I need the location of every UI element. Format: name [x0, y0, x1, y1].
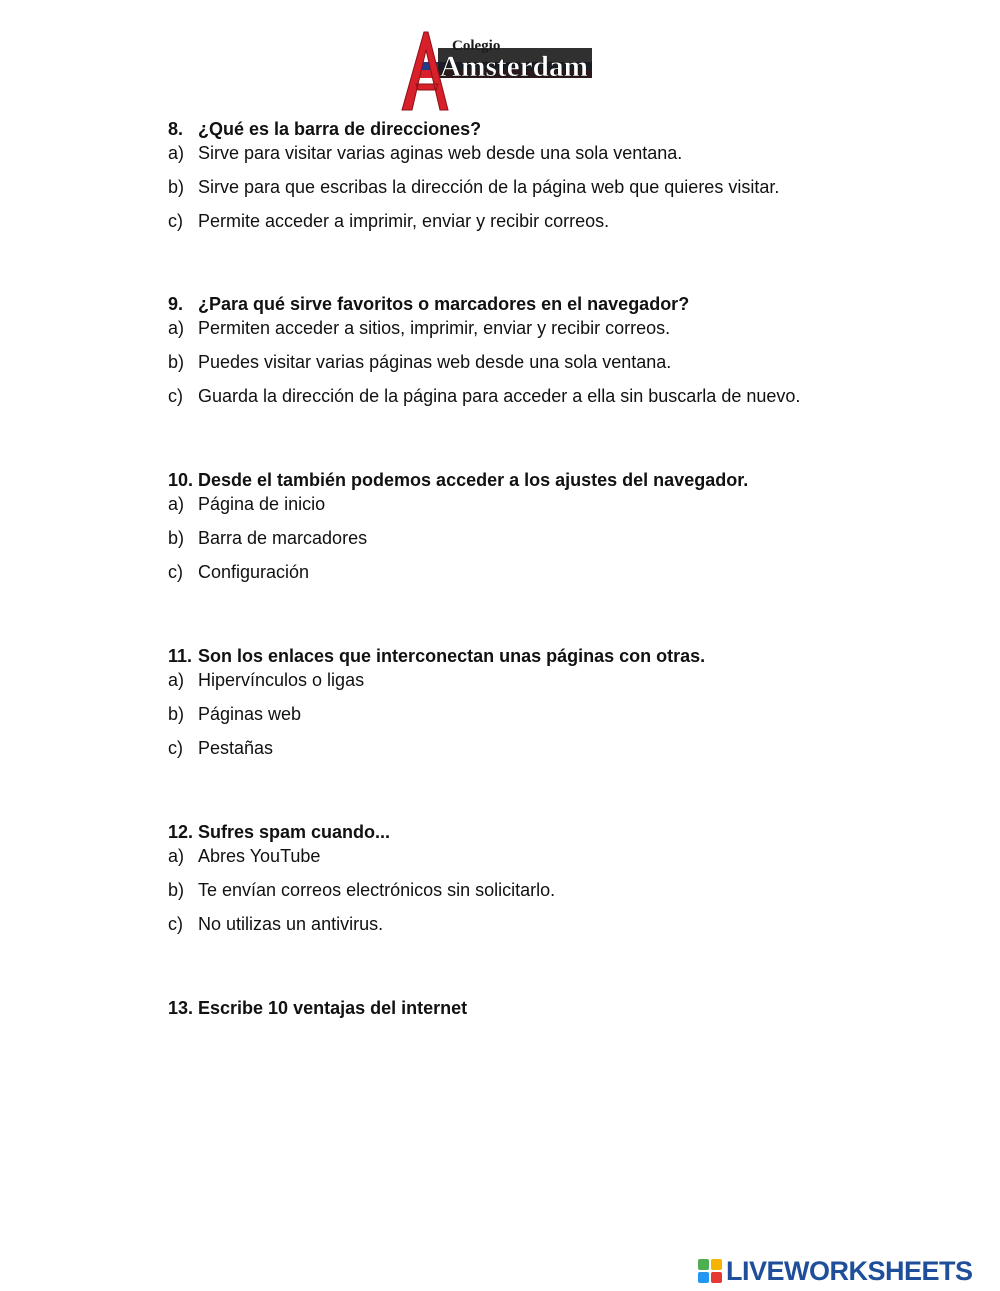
- option-text: Permiten acceder a sitios, imprimir, enviar y recibir correos.: [198, 318, 671, 338]
- option-text: Barra de marcadores: [198, 528, 368, 548]
- option-letter: b): [168, 880, 185, 900]
- option-text: Sirve para que escribas la dirección de la página web que quieres visitar.: [198, 177, 780, 197]
- option-letter: c): [168, 738, 183, 758]
- option-text: Sirve para visitar varias aginas web desde una sola ventana.: [198, 143, 683, 163]
- option-letter: a): [168, 143, 185, 163]
- question-number: 10.: [168, 470, 194, 490]
- answer-option[interactable]: [168, 493, 908, 515]
- option-text: Pestañas: [198, 738, 274, 758]
- option-letter: c): [168, 211, 183, 231]
- answer-option[interactable]: [168, 142, 908, 164]
- option-text: No utilizas un antivirus.: [198, 914, 384, 934]
- option-letter: a): [168, 494, 185, 514]
- answer-option[interactable]: [168, 527, 908, 549]
- question-title: [168, 118, 908, 140]
- question-text: ¿Para qué sirve favoritos o marcadores en el navegador?: [198, 294, 690, 314]
- option-text: Abres YouTube: [198, 846, 321, 866]
- option-text: Permite acceder a imprimir, enviar y recibir correos.: [198, 211, 610, 231]
- question-number: 13.: [168, 998, 194, 1018]
- icon-tile-i: [711, 1259, 722, 1270]
- answer-option[interactable]: [168, 561, 908, 583]
- colegio-amsterdam-logo: [398, 26, 602, 114]
- question-title: [168, 645, 908, 667]
- question-text: Desde el también podemos acceder a los ajustes del navegador.: [198, 470, 749, 490]
- question-10: [168, 469, 908, 583]
- question-13: [168, 997, 908, 1019]
- question-title: [168, 293, 908, 315]
- option-letter: b): [168, 528, 185, 548]
- option-text: Te envían correos electrónicos sin solicitarlo.: [198, 880, 556, 900]
- icon-tile-l: [698, 1259, 709, 1270]
- option-text: Guarda la dirección de la página para acceder a ella sin buscarla de nuevo.: [198, 386, 801, 406]
- option-text: Página de inicio: [198, 494, 326, 514]
- option-text: Configuración: [198, 562, 310, 582]
- option-text: Páginas web: [198, 704, 302, 724]
- question-text: Son los enlaces que interconectan unas páginas con otras.: [198, 646, 706, 666]
- answer-option[interactable]: [168, 176, 908, 198]
- question-number: 11.: [168, 646, 193, 666]
- option-letter: a): [168, 846, 185, 866]
- option-letter: a): [168, 318, 185, 338]
- question-11: [168, 645, 908, 759]
- question-text: Sufres spam cuando...: [198, 822, 391, 842]
- logo-main-word: Amsterdam: [440, 50, 588, 83]
- option-letter: c): [168, 914, 183, 934]
- answer-option[interactable]: [168, 385, 908, 407]
- option-letter: b): [168, 704, 185, 724]
- question-number: 12.: [168, 822, 194, 842]
- question-number: 8.: [168, 119, 184, 139]
- answer-option[interactable]: [168, 737, 908, 759]
- answer-option[interactable]: [168, 703, 908, 725]
- answer-option[interactable]: [168, 913, 908, 935]
- option-letter: c): [168, 386, 183, 406]
- option-text: Hipervínculos o ligas: [198, 670, 365, 690]
- question-9: [168, 293, 908, 407]
- question-8: [168, 118, 908, 232]
- option-letter: a): [168, 670, 185, 690]
- question-12: [168, 821, 908, 935]
- answer-option[interactable]: [168, 845, 908, 867]
- option-letter: b): [168, 352, 185, 372]
- question-title: [168, 821, 908, 843]
- question-text: ¿Qué es la barra de direcciones?: [198, 119, 482, 139]
- answer-option[interactable]: [168, 317, 908, 339]
- question-title: [168, 469, 908, 491]
- liveworksheets-icon: [698, 1259, 722, 1283]
- option-text: Puedes visitar varias páginas web desde una sola ventana.: [198, 352, 672, 372]
- liveworksheets-brand: [698, 1256, 973, 1286]
- answer-option[interactable]: [168, 669, 908, 691]
- option-letter: b): [168, 177, 185, 197]
- question-title: [168, 997, 908, 1019]
- answer-option[interactable]: [168, 210, 908, 232]
- icon-tile-e: [711, 1272, 722, 1283]
- liveworksheets-wordmark: LIVEWORKSHEETS: [726, 1255, 973, 1286]
- answer-option[interactable]: [168, 879, 908, 901]
- answer-option[interactable]: [168, 351, 908, 373]
- question-text: Escribe 10 ventajas del internet: [198, 998, 468, 1018]
- question-number: 9.: [168, 294, 184, 314]
- icon-tile-v: [698, 1272, 709, 1283]
- option-letter: c): [168, 562, 183, 582]
- logo-top-word: Colegio: [452, 38, 501, 54]
